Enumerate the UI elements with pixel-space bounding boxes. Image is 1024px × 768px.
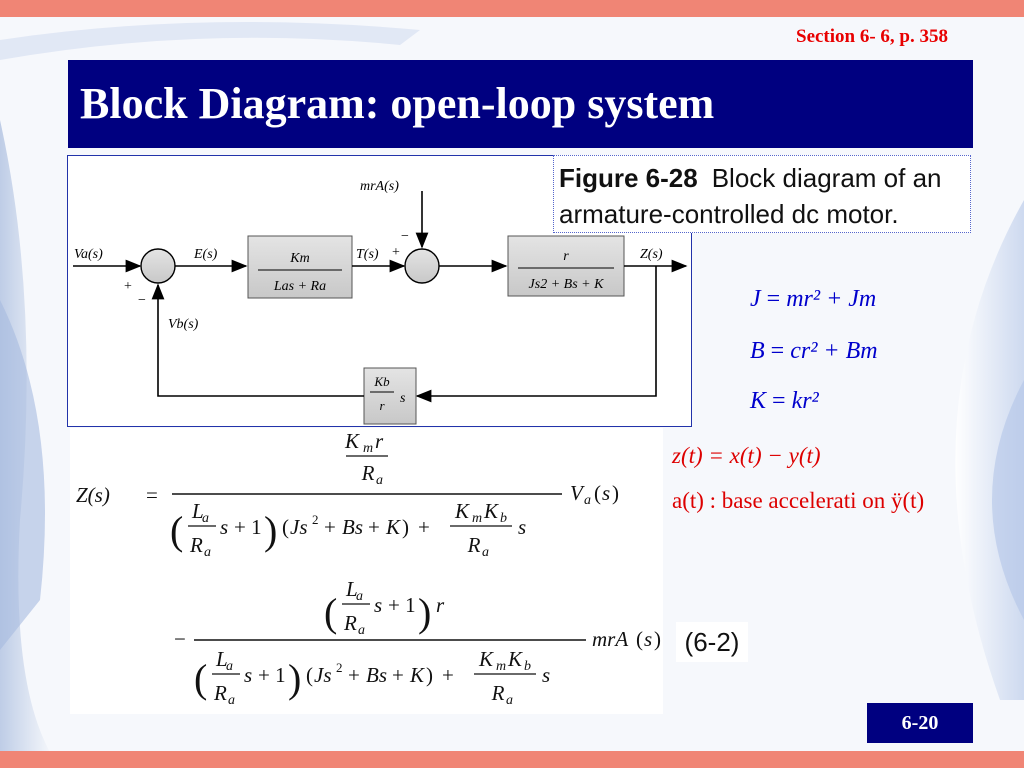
svg-text:m: m <box>496 659 507 674</box>
figure-caption <box>553 155 971 233</box>
svg-text:m: m <box>363 441 374 456</box>
title-bar <box>68 60 973 148</box>
feedback-block <box>364 368 416 424</box>
page-number: 6-20 <box>867 703 973 743</box>
svg-text:+ 1: + 1 <box>234 515 262 539</box>
relation-B-lhs: B <box>750 338 765 364</box>
svg-text:K: K <box>410 663 425 687</box>
svg-text:K: K <box>454 499 470 523</box>
disturbance-label: mrA(s) <box>360 179 399 194</box>
svg-text:s: s <box>244 663 253 687</box>
input-signal-label: Va(s) <box>74 247 103 262</box>
feedback-block-denominator: r <box>379 398 385 413</box>
svg-text:R: R <box>344 611 357 635</box>
relation-J: J = mr² + Jm <box>750 286 877 312</box>
svg-text:(: ( <box>636 627 643 651</box>
svg-text:m: m <box>472 511 483 526</box>
summing-junction-1 <box>141 249 175 283</box>
svg-text:R: R <box>361 461 375 485</box>
svg-text:): ) <box>402 515 409 539</box>
bottom-accent-bar <box>0 751 1024 768</box>
svg-text:+: + <box>392 663 404 687</box>
svg-text:Js: Js <box>314 663 332 687</box>
load-block-numerator: r <box>563 249 569 264</box>
svg-text:a: a <box>228 693 235 708</box>
transfer-function-equation <box>70 428 663 714</box>
relation-K: K = kr² <box>750 388 819 414</box>
svg-text:s: s <box>220 515 229 539</box>
svg-text:): ) <box>418 590 432 635</box>
svg-text:): ) <box>612 481 619 505</box>
feedback-block-suffix: s <box>400 391 406 406</box>
svg-text:): ) <box>654 627 661 651</box>
svg-text:(: ( <box>306 663 313 687</box>
svg-text:2: 2 <box>312 512 319 527</box>
svg-text:2: 2 <box>336 660 343 675</box>
svg-text:K: K <box>508 647 523 671</box>
svg-text:a: a <box>204 545 211 560</box>
svg-text:a: a <box>376 473 383 488</box>
relation-J-lhs: J <box>750 286 761 312</box>
svg-text:+ 1: + 1 <box>388 593 416 617</box>
sum1-plus-sign: + <box>124 279 132 294</box>
feedback-block-numerator: Kb <box>374 374 390 389</box>
svg-text:s: s <box>542 663 551 687</box>
svg-text:a: a <box>356 589 363 604</box>
svg-text:b: b <box>524 659 531 674</box>
svg-text:mrA: mrA <box>592 627 629 651</box>
svg-text:a: a <box>506 693 513 708</box>
svg-text:Js: Js <box>290 515 308 539</box>
svg-text:a: a <box>358 623 365 638</box>
svg-text:s: s <box>602 481 611 505</box>
relation-J-rhs: mr² + Jm <box>786 286 877 312</box>
figure-caption-text: Block diagram of an armature-controlled dc motor. <box>559 163 942 229</box>
sum2-minus-sign: − <box>401 229 409 244</box>
svg-text:): ) <box>288 656 302 701</box>
load-block-denominator: Js2 + Bs + K <box>528 277 604 292</box>
error-signal-label: E(s) <box>194 247 218 262</box>
svg-text:R: R <box>467 533 481 557</box>
svg-text:L: L <box>216 647 228 671</box>
svg-text:V: V <box>570 481 583 505</box>
svg-text:K: K <box>478 647 494 671</box>
figure-label: Figure 6-28 <box>559 163 698 193</box>
base-acceleration-note: a(t) : base accelerati on ÿ(t) <box>672 488 925 513</box>
svg-text:K: K <box>484 499 499 523</box>
svg-text:+: + <box>442 663 454 687</box>
svg-text:(: ( <box>170 508 184 553</box>
top-accent-bar <box>0 0 1024 17</box>
svg-text:(: ( <box>194 656 208 701</box>
svg-text:+: + <box>348 663 360 687</box>
relation-B-rhs: cr² + Bm <box>790 338 878 364</box>
motor-block-denominator: Las + Ra <box>273 279 327 294</box>
svg-text:L: L <box>192 499 204 523</box>
svg-text:L: L <box>346 577 358 601</box>
motor-block-numerator: Km <box>290 251 310 266</box>
equation-number: (6-2) <box>676 622 748 662</box>
relation-K-lhs: K <box>750 388 767 414</box>
svg-text:+ 1: + 1 <box>258 663 286 687</box>
sum2-plus-sign: + <box>392 245 400 260</box>
svg-text:s: s <box>374 593 383 617</box>
feedback-line-left <box>158 285 364 396</box>
svg-text:K: K <box>344 429 360 453</box>
svg-text:a: a <box>202 511 209 526</box>
equation-lhs: Z(s) <box>76 483 110 507</box>
svg-text:s: s <box>518 515 527 539</box>
svg-text:a: a <box>584 493 591 508</box>
output-signal-label: Z(s) <box>640 247 663 262</box>
section-reference: Section 6- 6, p. 358 <box>796 26 948 47</box>
summing-junction-2 <box>405 249 439 283</box>
svg-text:−: − <box>174 627 186 651</box>
svg-text:s: s <box>644 627 653 651</box>
svg-text:): ) <box>426 663 433 687</box>
relative-motion-equation: z(t) = x(t) − y(t) <box>672 443 821 468</box>
svg-text:r: r <box>436 593 445 617</box>
svg-text:+: + <box>418 515 430 539</box>
svg-text:=: = <box>146 483 158 507</box>
svg-text:R: R <box>491 681 505 705</box>
svg-text:(: ( <box>324 590 338 635</box>
svg-text:Bs: Bs <box>342 515 363 539</box>
relation-K-rhs: kr² <box>791 388 819 414</box>
svg-text:Bs: Bs <box>366 663 387 687</box>
svg-text:+: + <box>324 515 336 539</box>
equation-panel <box>70 428 663 714</box>
torque-signal-label: T(s) <box>356 247 379 262</box>
svg-text:r: r <box>375 429 384 453</box>
svg-text:a: a <box>482 545 489 560</box>
slide-title: Block Diagram: open-loop system <box>80 79 715 128</box>
svg-text:R: R <box>214 681 227 705</box>
svg-text:a: a <box>226 659 233 674</box>
svg-text:K: K <box>386 515 401 539</box>
feedback-signal-label: Vb(s) <box>168 317 199 332</box>
svg-text:R: R <box>190 533 203 557</box>
svg-text:): ) <box>264 508 278 553</box>
svg-text:(: ( <box>594 481 601 505</box>
sum1-minus-sign: − <box>138 293 146 308</box>
svg-text:(: ( <box>282 515 289 539</box>
relation-B: B = cr² + Bm <box>750 338 878 364</box>
svg-text:b: b <box>500 511 507 526</box>
svg-text:+: + <box>368 515 380 539</box>
